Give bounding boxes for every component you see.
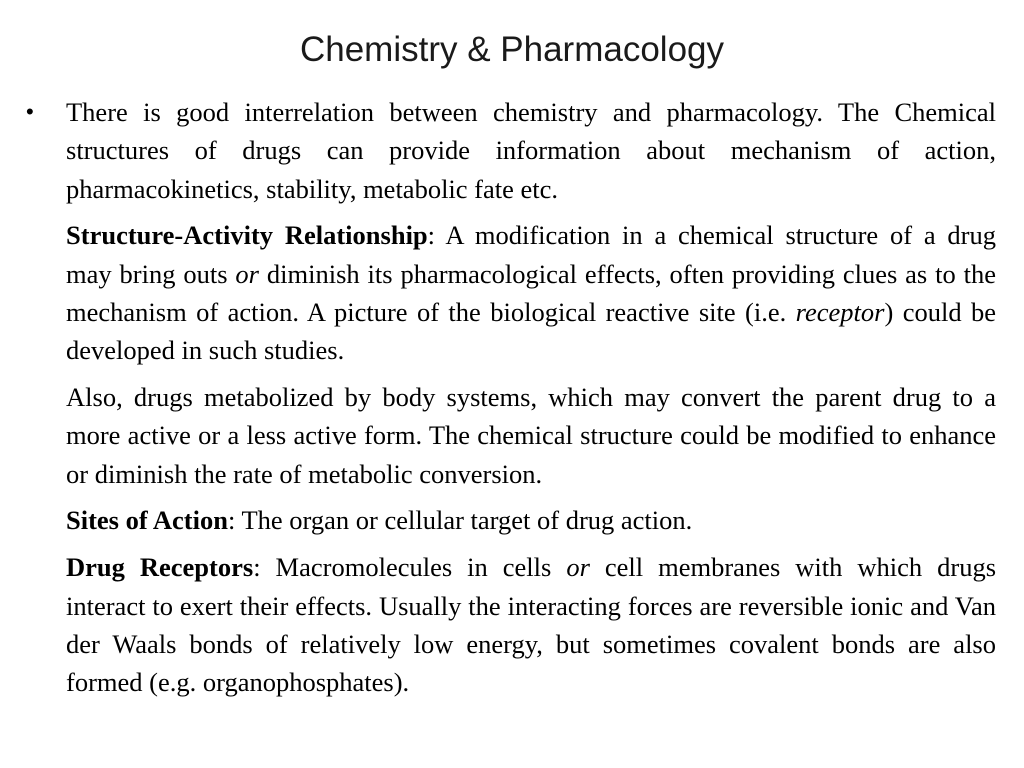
paragraph-sar xyxy=(66,216,996,369)
paragraph-text: diminish its pharmacological effects, often providing clues as to the mechanism of action. A picture of the biological reactive site (i.e. xyxy=(66,258,996,327)
italic-or: or xyxy=(235,258,259,289)
paragraph-chemistry-pharmacology xyxy=(26,93,996,208)
italic-or: or xyxy=(566,552,590,583)
paragraph-text: ) could be developed in such studies. xyxy=(66,296,996,366)
paragraph-text: : Macromolecules in cells xyxy=(253,552,567,583)
paragraph-sites-of-action xyxy=(66,501,996,539)
paragraph-text: : A modification in a chemical structure of a drug may bring outs xyxy=(66,220,996,289)
slide-title: Chemistry & Pharmacology xyxy=(299,30,725,69)
paragraph-metabolism: Also, drugs metabolized by body systems, which may convert the parent drug to a more active or a less active form. The chemical structure could be modified to enhance or diminish the rate of metabolic conversion. xyxy=(66,382,996,489)
paragraph-drug-receptors xyxy=(66,548,996,701)
paragraph-text: There is good interrelation between chemistry and pharmacology. The Chemical structures of drugs can provide information about mechanism of action, pharmacokinetics, stability, metabolic fate etc. xyxy=(66,97,996,204)
term-drug-receptors: Drug Receptors xyxy=(66,552,254,583)
term-sar: Structure-Activity Relationship xyxy=(66,220,428,251)
paragraph-text: cell membranes with which drugs interact to exert their effects. Usually the interacting forces are reversible ionic and Van der Waals bonds of relatively low energy, but sometimes covalent bonds are also formed (e.g. organophosphates). xyxy=(66,552,997,698)
bullet-icon: • xyxy=(26,99,34,124)
slide-body xyxy=(26,93,997,710)
italic-receptor: receptor xyxy=(795,296,885,327)
paragraph-text: : The organ or cellular target of drug action. xyxy=(227,505,693,536)
term-sites-of-action: Sites of Action xyxy=(66,505,228,536)
